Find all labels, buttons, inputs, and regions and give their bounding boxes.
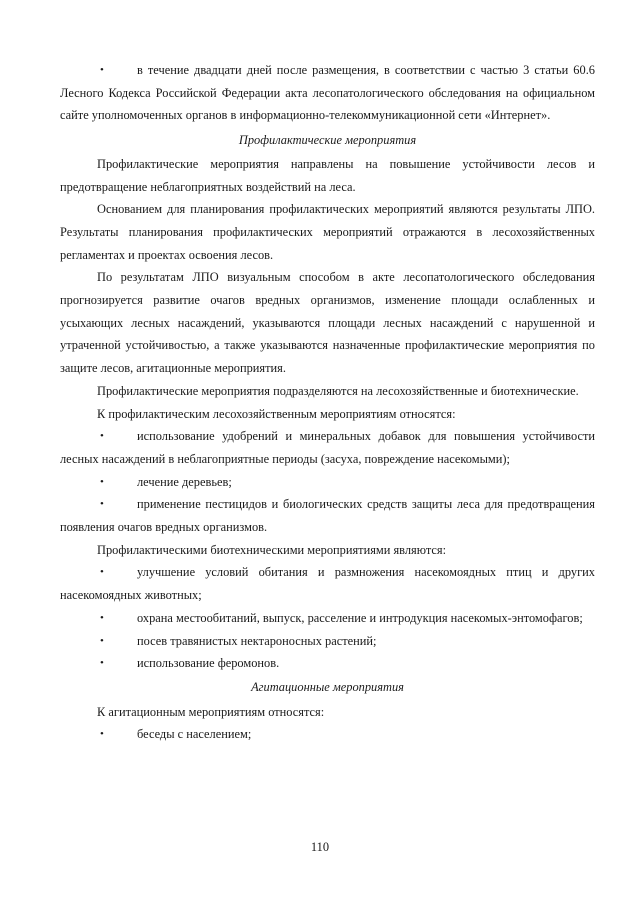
- bullet-item: [60, 652, 595, 675]
- paragraph: Профилактические мероприятия направлены на повышение устойчивости лесов и предотвращение неблагоприятных воздействий на леса.: [60, 156, 595, 194]
- bullet-text: улучшение условий обитания и размножения насекомоядных птиц и других насекомоядных животных;: [60, 565, 595, 603]
- bullet-item: [60, 471, 595, 494]
- bullet-icon: •: [100, 611, 104, 624]
- bullet-text: в течение двадцати дней после размещения, в соответствии с частью 3 статьи 60.6 Лесного Кодекса Российской Федерации акта лесопатологического обследования на официальном сайте уполномоченных органов в информационно-телекоммуникационной сети «Интернет».: [60, 63, 595, 123]
- bullet-item: [60, 493, 595, 538]
- bullet-item: [60, 59, 595, 127]
- page-body: [60, 59, 595, 746]
- section-heading: Агитационные мероприятия: [251, 680, 404, 695]
- bullet-icon: •: [100, 498, 104, 511]
- bullet-icon: •: [100, 64, 104, 76]
- paragraph: К агитационным мероприятиям относятся:: [97, 704, 325, 719]
- paragraph: Основанием для планирования профилактических мероприятий являются результаты ЛПО. Результаты планирования профилактических мероприятий отражаются в лесохозяйственных регламентах и проектах освоения лесов.: [60, 202, 595, 262]
- bullet-text: применение пестицидов и биологических средств защиты леса для предотвращения появления очагов вредных организмов.: [60, 497, 595, 535]
- bullet-text: посев травянистых нектароносных растений;: [137, 633, 377, 648]
- bullet-icon: •: [100, 475, 104, 488]
- bullet-text: лечение деревьев;: [137, 474, 232, 489]
- bullet-icon: •: [100, 430, 104, 443]
- section-heading: Профилактические мероприятия: [238, 132, 417, 147]
- page-number: 110: [310, 840, 330, 854]
- bullet-item: [60, 561, 595, 606]
- paragraph: По результатам ЛПО визуальным способом в акте лесопатологического обследования прогнозируется развитие очагов вредных организмов, изменение площади ослабленных и усыхающих лесных насаждений, указываются площади лесных насаждений с нарушенной и утраченной устойчивостью, а также указываются назначенные профилактические мероприятия по защите лесов, агитационные мероприятия.: [60, 270, 595, 376]
- bullet-item: [60, 607, 595, 630]
- bullet-text: охрана местообитаний, выпуск, расселение и интродукция насекомых-энтомофагов;: [137, 610, 583, 625]
- bullet-icon: •: [100, 634, 104, 647]
- bullet-text: беседы с населением;: [137, 727, 252, 742]
- paragraph: Профилактические мероприятия подразделяются на лесохозяйственные и биотехнические.: [97, 383, 579, 398]
- bullet-text: использование феромонов.: [137, 656, 280, 671]
- paragraph: К профилактическим лесохозяйственным мероприятиям относятся:: [97, 406, 456, 421]
- bullet-item: [60, 425, 595, 470]
- bullet-item: [60, 630, 595, 653]
- bullet-icon: •: [100, 657, 104, 670]
- bullet-icon: •: [100, 566, 104, 579]
- bullet-icon: •: [100, 728, 104, 741]
- bullet-item: [60, 723, 595, 746]
- bullet-text: использование удобрений и минеральных добавок для повышения устойчивости лесных насаждений в неблагоприятные периоды (засуха, повреждение насекомыми);: [60, 429, 595, 466]
- paragraph: Профилактическими биотехническими мероприятиями являются:: [97, 542, 447, 557]
